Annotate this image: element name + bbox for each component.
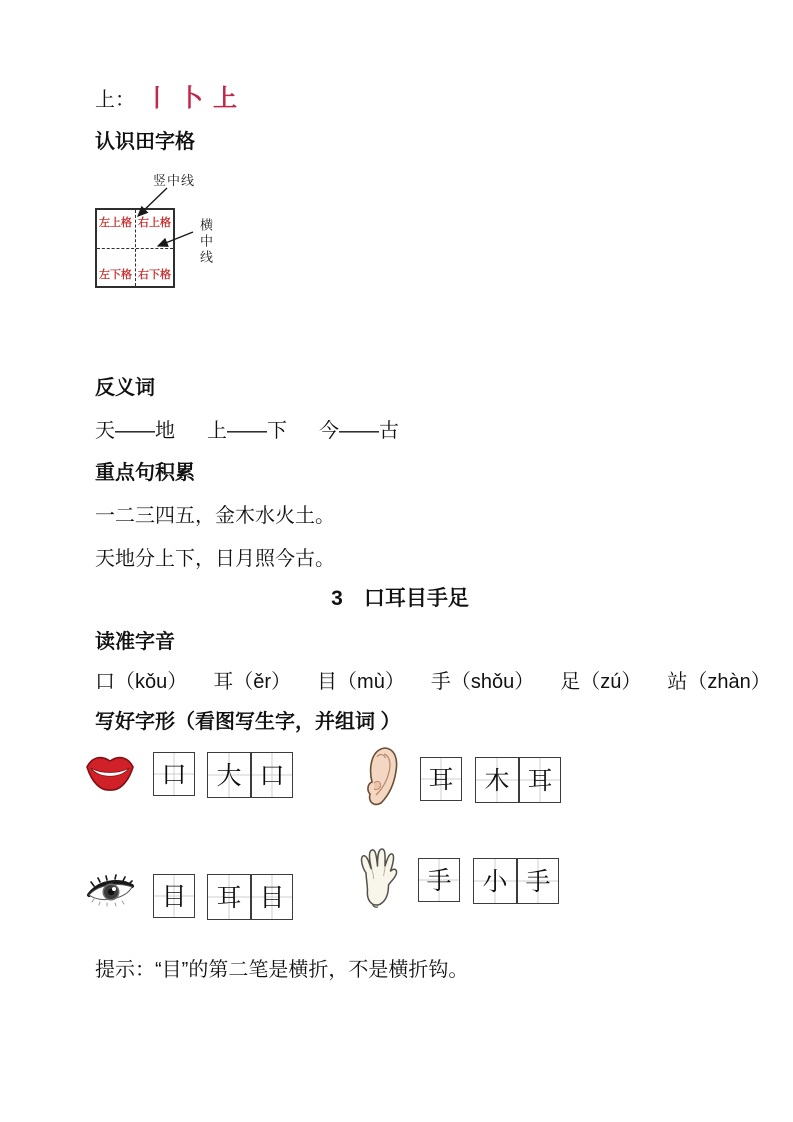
pinyin-item-mu: 目（mù） [317, 671, 405, 693]
word-char: 耳 [527, 765, 553, 795]
practice-char: 目 [161, 881, 187, 911]
quadrant-top-left-label: 左上格 [99, 216, 132, 229]
stroke-order-line [95, 78, 237, 113]
word-char: 目 [259, 882, 285, 912]
practice-cell-mu [153, 874, 195, 918]
word-char: 大 [216, 760, 242, 790]
pinyin-item-zhan: 站（zhàn） [667, 671, 771, 693]
quadrant-bottom-right-label: 右下格 [138, 268, 171, 281]
practice-cell-er [420, 757, 462, 801]
pinyin-item-kou: 口（kǒu） [95, 671, 188, 693]
tianzige-diagram [95, 168, 330, 296]
ear-image [366, 746, 400, 808]
quadrant-bottom-left-label: 左下格 [99, 268, 132, 281]
practice-cell-kou [153, 752, 195, 796]
word-cell [208, 875, 250, 919]
word-char: 口 [259, 760, 285, 790]
word-cell [474, 859, 516, 903]
word-cell [476, 758, 518, 802]
antonym-pair-3: 今——古 [319, 420, 399, 442]
quadrant-top-right-label: 右上格 [138, 216, 171, 229]
word-cell [250, 875, 292, 919]
word-cell [208, 753, 250, 797]
word-char: 木 [484, 765, 510, 795]
pinyin-item-er: 耳（ěr） [213, 671, 292, 693]
antonyms-line [95, 414, 431, 443]
vertical-line-callout-label: 竖中线 [153, 174, 196, 189]
key-sentence-1: 一二三四五，金木水火土。 [95, 505, 335, 527]
word-cells-ermu [207, 874, 293, 920]
word-char: 小 [482, 866, 508, 896]
hand-image [359, 846, 399, 908]
stroke-3: 上 [213, 83, 237, 112]
practice-char: 口 [161, 759, 187, 789]
word-cell [250, 753, 292, 797]
hint-line: 提示：“目”的第二笔是横折，不是横折钩。 [95, 959, 469, 981]
word-char: 手 [525, 866, 551, 896]
horizontal-line-callout-label: 横中线 [197, 218, 212, 266]
heading-writing: 写好字形（看图写生字，并组词 ） [95, 711, 401, 733]
stroke-order-character-label: 上： [95, 89, 135, 111]
stroke-1: 丨 [145, 83, 169, 112]
diagram-callout-arrows [95, 168, 330, 296]
word-cell [516, 859, 558, 903]
antonym-pair-1: 天——地 [95, 420, 175, 442]
word-cells-muer [475, 757, 561, 803]
stroke-2: 卜 [179, 83, 203, 112]
practice-cell-shou [418, 858, 460, 902]
antonym-pair-2: 上——下 [207, 420, 287, 442]
heading-recognize-tianzige: 认识田字格 [95, 131, 195, 153]
key-sentence-2: 天地分上下，日月照今古。 [95, 548, 335, 570]
word-char: 耳 [216, 882, 242, 912]
practice-char: 耳 [428, 764, 454, 794]
heading-key-sentences: 重点句积累 [95, 462, 195, 484]
heading-antonyms: 反义词 [95, 377, 155, 399]
word-cells-xiaoshou [473, 858, 559, 904]
word-cells-dakou [207, 752, 293, 798]
word-cell [518, 758, 560, 802]
heading-pronunciation: 读准字音 [95, 631, 175, 653]
lesson-3-title: 3 口耳目手足 [331, 587, 469, 610]
pronunciation-line [95, 665, 793, 694]
practice-char: 手 [426, 865, 452, 895]
eye-image [86, 871, 136, 914]
pinyin-item-zu: 足（zú） [560, 671, 642, 693]
pinyin-item-shou: 手（shǒu） [430, 671, 535, 693]
mouth-image [85, 752, 135, 794]
